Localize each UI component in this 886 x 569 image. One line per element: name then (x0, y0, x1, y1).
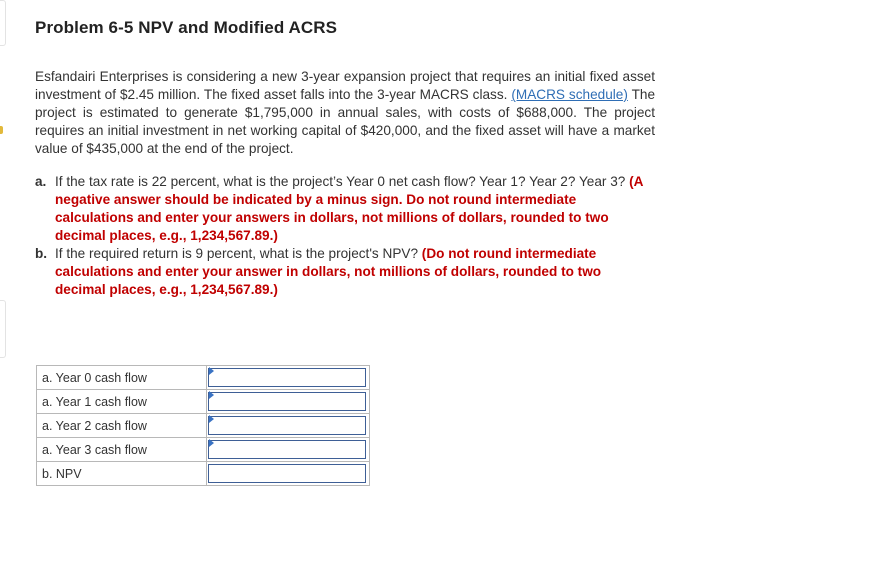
edge-tab (0, 300, 6, 358)
answer-table (36, 365, 370, 486)
answer-flag-icon (209, 439, 214, 447)
current-question-marker (0, 126, 3, 134)
question-instruction: (Do not round intermediate calculations and enter your answer in dollars, not millions of dollars, rounded to two decimal places, e.g., 1,234,567.89.) (55, 246, 602, 297)
question-a (35, 173, 655, 245)
year2-cash-flow-input[interactable] (208, 416, 366, 435)
left-edge-tabs (0, 0, 6, 360)
problem-statement (35, 68, 655, 158)
answer-flag-icon (209, 415, 214, 423)
question-instruction: (A negative answer should be indicated by a minus sign. Do not round intermediate calculations and enter your answers in dollars, not millions of dollars, rounded to two decimal places, e.g., 1,234,567.89.) (55, 174, 643, 243)
answer-cell (207, 438, 370, 462)
year3-cash-flow-input[interactable] (208, 440, 366, 459)
answer-label: a. Year 1 cash flow (37, 390, 207, 414)
answer-row (37, 438, 370, 462)
npv-input[interactable] (208, 464, 366, 483)
question-text: If the tax rate is 22 percent, what is the project’s Year 0 net cash flow? Year 1? Year 2? Year 3? (55, 174, 626, 189)
question-b (35, 245, 655, 299)
question-text: If the required return is 9 percent, what is the project's NPV? (55, 246, 419, 261)
year1-cash-flow-input[interactable] (208, 392, 366, 411)
answer-label: a. Year 2 cash flow (37, 414, 207, 438)
answer-row (37, 390, 370, 414)
answer-label: b. NPV (37, 462, 207, 486)
intro-text-part1: Esfandairi Enterprises is considering a new 3-year expansion project that requires an initial fixed asset investment of $2.45 million. The fixed asset falls into the 3-year MACRS class. (35, 69, 655, 102)
question-list (35, 173, 655, 299)
intro-text-part2: The project is estimated to generate $1,795,000 in annual sales, with costs of $688,000. The project requires an initial investment in net working capital of $420,000, and the fixed asset will have a market value of $435,000 at the end of the project. (35, 87, 656, 156)
answer-row (37, 366, 370, 390)
answer-cell (207, 414, 370, 438)
macrs-schedule-link[interactable]: (MACRS schedule) (511, 87, 628, 102)
answer-cell (207, 366, 370, 390)
answer-cell (207, 462, 370, 486)
problem-content (35, 17, 655, 299)
answer-row (37, 462, 370, 486)
answer-row (37, 414, 370, 438)
answer-flag-icon (209, 367, 214, 375)
problem-title: Problem 6-5 NPV and Modified ACRS (35, 18, 338, 37)
answer-label: a. Year 0 cash flow (37, 366, 207, 390)
answer-label: a. Year 3 cash flow (37, 438, 207, 462)
answer-cell (207, 390, 370, 414)
question-label: a. (35, 174, 47, 189)
answer-flag-icon (209, 391, 214, 399)
question-label: b. (35, 246, 48, 261)
year0-cash-flow-input[interactable] (208, 368, 366, 387)
edge-tab (0, 0, 6, 46)
